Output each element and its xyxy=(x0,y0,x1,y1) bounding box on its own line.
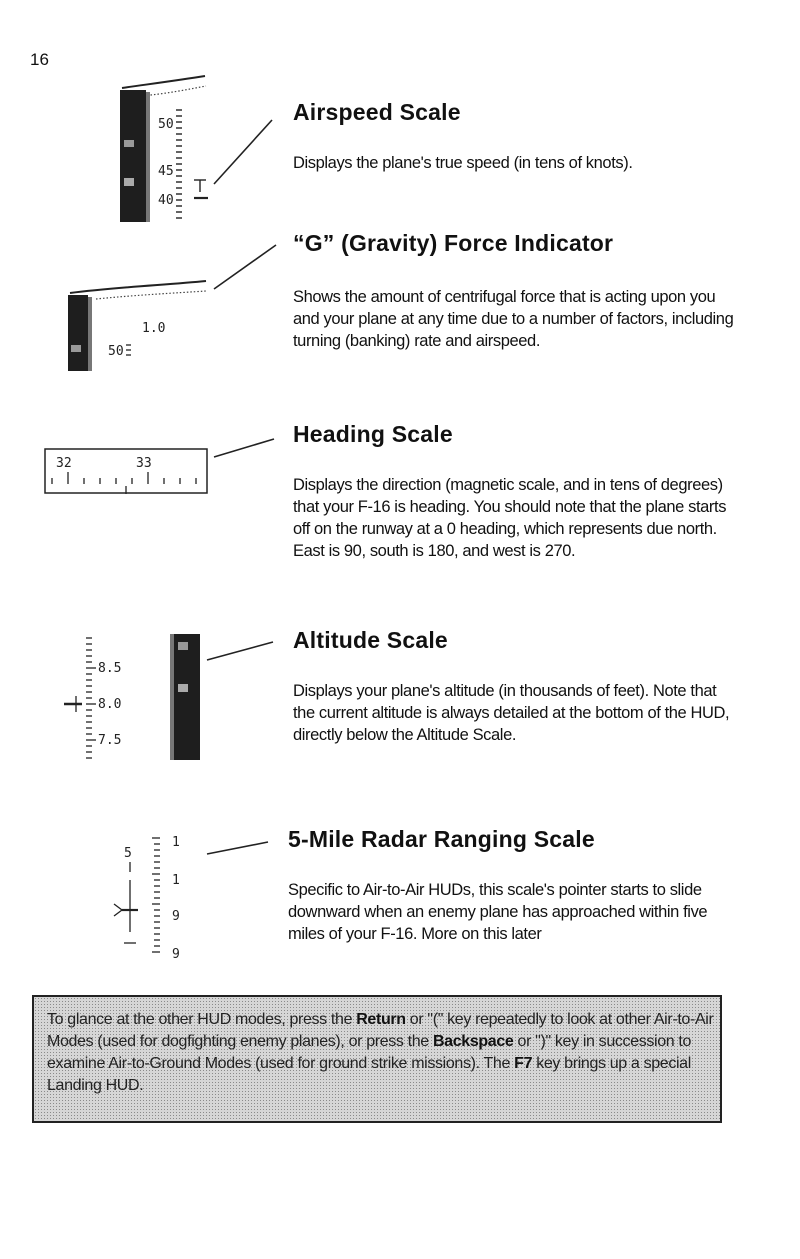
airspeed-heading: Airspeed Scale xyxy=(293,99,461,125)
airspeed-label-50: 50 xyxy=(158,117,174,132)
radar-ranging-scale-illustration xyxy=(108,828,208,964)
heading-scale-description: Displays the direction (magnetic scale, and in tens of degrees) that your F-16 is heading. You should note that the plane starts off on the runway at a 0 heading, which represents due north. East is 90, south is 180, and west is 270. xyxy=(293,476,727,560)
airspeed-scale-illustration xyxy=(110,70,220,230)
g-force-description: Shows the amount of centrifugal force that is acting upon you and your plane at any time due to a number of factors, including turning (banking) rate and airspeed. xyxy=(293,288,734,350)
radar-ranging-description: Specific to Air-to-Air HUDs, this scale's pointer starts to slide downward when an enemy plane has approached within five miles of your F-16. More on this later xyxy=(288,881,708,943)
g-force-callout-line xyxy=(210,243,278,293)
altitude-heading: Altitude Scale xyxy=(293,627,448,653)
altitude-callout-line xyxy=(205,640,275,662)
altitude-label-8-0: 8.0 xyxy=(98,697,122,712)
backspace-key-label: Backspace xyxy=(432,1033,514,1050)
note-text-part-4: key brings up a special Landing HUD. xyxy=(47,1055,691,1094)
g-force-speed-label: 50 xyxy=(108,344,124,359)
radar-label-5: 5 xyxy=(124,846,132,861)
note-text-part-1: To glance at the other HUD modes, press the xyxy=(47,1011,357,1028)
g-force-heading: “G” (Gravity) Force Indicator xyxy=(293,230,614,256)
radar-right-label-3: 9 xyxy=(172,909,180,924)
hud-modes-note-box xyxy=(32,995,722,1123)
radar-right-label-2: 1 xyxy=(172,873,180,888)
return-key-label: Return xyxy=(356,1011,406,1028)
heading-callout-line xyxy=(212,437,276,459)
heading-label-33: 33 xyxy=(136,456,152,471)
heading-label-32: 32 xyxy=(56,456,72,471)
g-force-indicator-illustration xyxy=(66,265,216,375)
note-text-part-2: or "(" key repeatedly to look at other Air-to-Air Modes (used for dogfighting enemy planes), or press the xyxy=(47,1011,714,1050)
heading-scale-illustration xyxy=(44,448,210,498)
radar-right-label-4: 9 xyxy=(172,947,180,962)
airspeed-label-45: 45 xyxy=(158,164,174,179)
note-text-part-3: or ")" key in succession to examine Air-to-Ground Modes (used for ground strike missions). The xyxy=(47,1033,692,1072)
airspeed-description: Displays the plane's true speed (in tens of knots). xyxy=(293,154,633,172)
altitude-scale-illustration xyxy=(60,632,210,764)
hud-modes-note-text xyxy=(47,1009,715,1097)
g-force-value: 1.0 xyxy=(142,321,166,336)
altitude-description: Displays your plane's altitude (in thousands of feet). Note that the current altitude is always detailed at the bottom of the HUD, directly below the Altitude Scale. xyxy=(293,682,730,744)
heading-scale-heading: Heading Scale xyxy=(293,421,453,447)
radar-callout-line xyxy=(205,840,270,856)
page-number: 16 xyxy=(30,50,49,69)
radar-right-label-1: 1 xyxy=(172,835,180,850)
airspeed-callout-line xyxy=(210,118,275,188)
altitude-label-7-5: 7.5 xyxy=(98,733,122,748)
f7-key-label: F7 xyxy=(514,1055,533,1072)
radar-ranging-heading: 5-Mile Radar Ranging Scale xyxy=(288,826,595,852)
altitude-label-8-5: 8.5 xyxy=(98,661,122,676)
airspeed-label-40: 40 xyxy=(158,193,174,208)
